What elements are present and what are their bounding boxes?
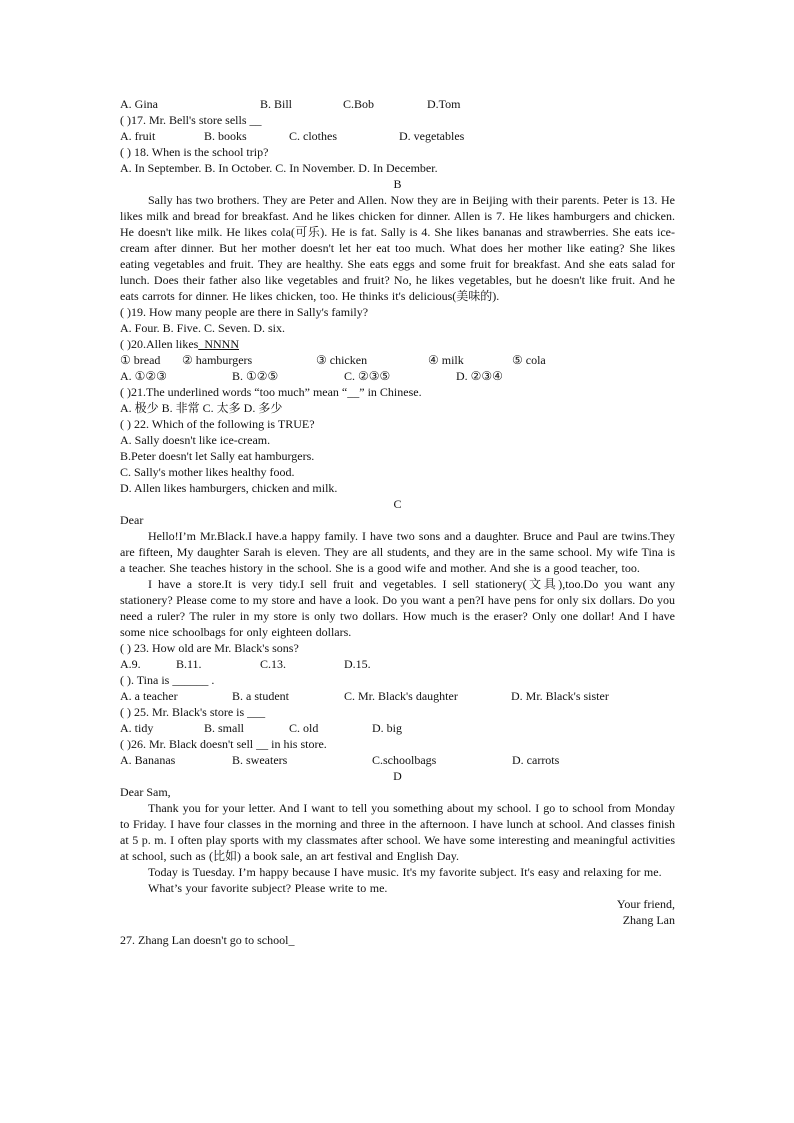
option: B. ①②⑤ — [232, 369, 279, 383]
item: ① bread — [120, 353, 161, 367]
q20-items — [120, 352, 675, 368]
q18-options: A. In September. B. In October. C. In November. D. In December. — [120, 161, 438, 175]
option: B. Bill — [260, 97, 293, 111]
item: ③ chicken — [316, 353, 368, 367]
passage-d-para-2: Today is Tuesday. I’m happy because I have music. It's my favorite subject. It's easy and relaxing for me. — [148, 865, 662, 879]
item: ⑤ cola — [512, 353, 546, 367]
question-19: ( )19. How many people are there in Sally's family? — [120, 305, 369, 319]
question-27: 27. Zhang Lan doesn't go to school_ — [120, 933, 295, 947]
option: D. vegetables — [399, 129, 465, 143]
passage-d-para-1: Thank you for your letter. And I want to tell you something about my school. I go to school from Monday to Friday. I have four classes in the morning and three in the afternoon. I have lunch at school. And classes finish at 5 p. m. I often play sports with my classmates after school. We have some interesting and meaningful activities at school, such as (比如) a book sale, an art festival and English Day. — [120, 801, 675, 863]
option: B. sweaters — [232, 753, 288, 767]
item: ② hamburgers — [182, 353, 253, 367]
option: A. a teacher — [120, 689, 178, 703]
passage-b: Sally has two brothers. They are Peter and Allen. Now they are in Beijing with their parents. Peter is 13. He likes milk and bread for breakfast. And he likes chicken for dinner. Allen is 7. He likes hamburgers and chicken. He doesn't like milk. He likes cola(可乐). He is fat. Sally is 4. She likes bananas and strawberries. She eats ice-cream after dinner. But her mother doesn't let her eat too much. What does her mother like eating? She likes eating vegetables and fruit. They are healthy. She eats eggs and some fruit for breakfast. And she eats salad for lunch. Does their father also like vegetables and fruit? No, he likes vegetables, but he doesn't like fruit. And he eats carrots for dinner. He likes chicken, too. He thinks it's delicious(美味的). — [120, 193, 675, 303]
option: A. Bananas — [120, 753, 176, 767]
q17-options — [120, 128, 675, 144]
section-heading-b: B — [393, 177, 402, 191]
worksheet-page — [120, 96, 675, 948]
letter-closing: Your friend, — [616, 897, 675, 911]
q21-options: A. 极少 B. 非常 C. 太多 D. 多少 — [120, 401, 283, 415]
q22-option-a: A. Sally doesn't like ice-cream. — [120, 433, 271, 447]
letter-signature: Zhang Lan — [622, 913, 675, 927]
option: A. fruit — [120, 129, 156, 143]
option: C.Bob — [343, 97, 375, 111]
letter-salutation-d: Dear Sam, — [120, 785, 171, 799]
passage-c-para-1: Hello!I’m Mr.Black.I have.a happy family. I have two sons and a daughter. Bruce and Paul are twins.They are fifteen, My daughter Sarah is eleven. They are all students, and they are in the same school. My wife Tina is a teacher. She teaches history in the school. She is a good wife and mother. And she is a good teacher, too. — [120, 529, 675, 575]
q22-option-b: B.Peter doesn't let Sally eat hamburgers. — [120, 449, 315, 463]
q20-blank: _NNNN — [198, 337, 239, 351]
option: B. small — [204, 721, 245, 735]
question-23: ( ) 23. How old are Mr. Black's sons? — [120, 641, 299, 655]
option: D.Tom — [427, 97, 461, 111]
option: C.schoolbags — [372, 753, 437, 767]
option: B. books — [204, 129, 247, 143]
q24-options — [120, 688, 675, 704]
q22-option-c: C. Sally's mother likes healthy food. — [120, 465, 295, 479]
option: B.11. — [176, 657, 202, 671]
option: D. ②③④ — [456, 369, 503, 383]
option: D. Mr. Black's sister — [511, 689, 609, 703]
q22-option-d: D. Allen likes hamburgers, chicken and milk. — [120, 481, 338, 495]
passage-d-para-3: What’s your favorite subject? Please write to me. — [148, 881, 388, 895]
option: A. ①②③ — [120, 369, 167, 383]
question-18: ( ) 18. When is the school trip? — [120, 145, 269, 159]
option: C. clothes — [289, 129, 337, 143]
option: D. carrots — [512, 753, 560, 767]
question-24: ( ). Tina is ______ . — [120, 673, 215, 687]
option: B. a student — [232, 689, 289, 703]
section-heading-c: C — [393, 497, 402, 511]
option: C. Mr. Black's daughter — [344, 689, 458, 703]
item: ④ milk — [428, 353, 464, 367]
question-25: ( ) 25. Mr. Black's store is ___ — [120, 705, 266, 719]
passage-c-para-2: I have a store.It is very tidy.I sell fruit and vegetables. I sell stationery(文具),too.Do you want any stationery? Please come to my store and have a look. Do you want a pen?I have pens for only six dollars. Do you need a ruler? The ruler in my store is only two dollars. How much is the eraser? Only one dollar! And I have some nice schoolbags for only eighteen dollars. — [120, 577, 675, 639]
q26-options — [120, 752, 675, 768]
q23-options — [120, 656, 675, 672]
q20-options — [120, 368, 675, 384]
section-heading-d: D — [393, 769, 402, 783]
option: D.15. — [344, 657, 371, 671]
option: A. tidy — [120, 721, 154, 735]
q20-prefix: ( )20.Allen likes — [120, 337, 199, 351]
letter-salutation-c: Dear — [120, 513, 144, 527]
option: A. Gina — [120, 97, 158, 111]
question-21: ( )21.The underlined words “too much” mean “__” in Chinese. — [120, 385, 422, 399]
option: A.9. — [120, 657, 141, 671]
option: C. old — [289, 721, 319, 735]
option: C. ②③⑤ — [344, 369, 391, 383]
question-20 — [120, 336, 675, 352]
q16-options — [120, 96, 675, 112]
question-22: ( ) 22. Which of the following is TRUE? — [120, 417, 315, 431]
option: D. big — [372, 721, 402, 735]
q19-options: A. Four. B. Five. C. Seven. D. six. — [120, 321, 286, 335]
question-17: ( )17. Mr. Bell's store sells __ — [120, 113, 262, 127]
q25-options — [120, 720, 675, 736]
question-26: ( )26. Mr. Black doesn't sell __ in his store. — [120, 737, 327, 751]
option: C.13. — [260, 657, 287, 671]
